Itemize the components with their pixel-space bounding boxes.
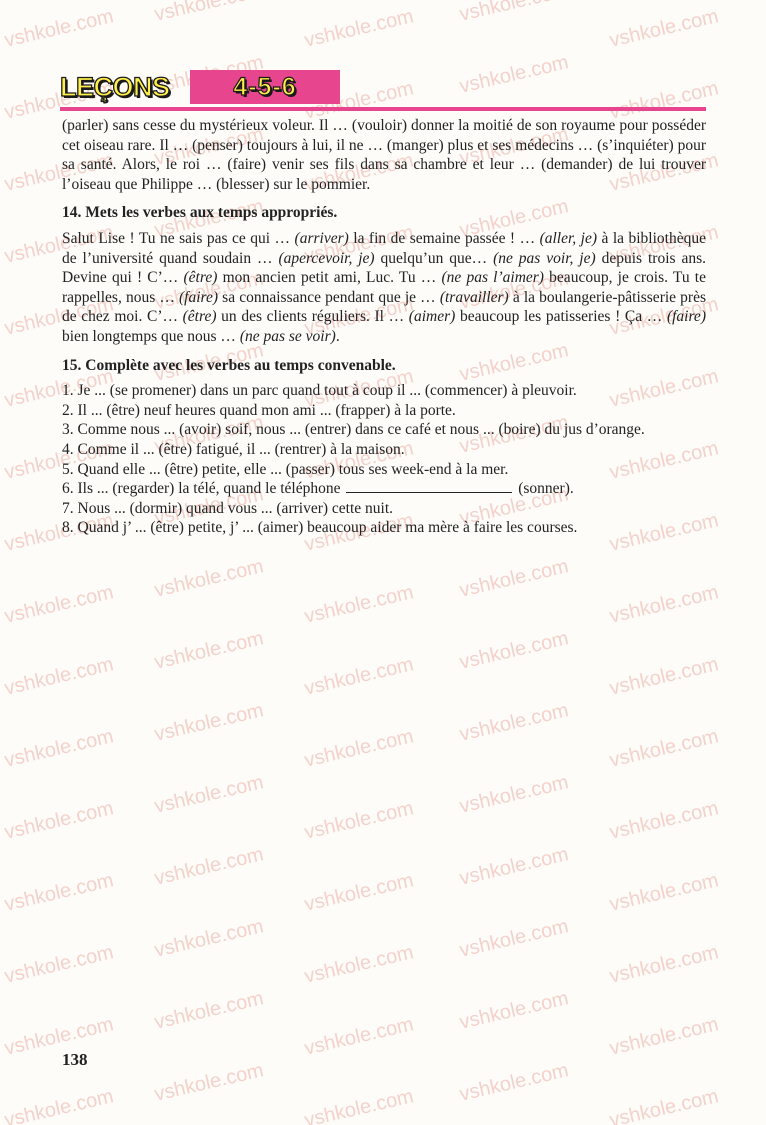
watermark-text — [302, 1013, 415, 1060]
lesson-numbers: 4-5-6 — [233, 72, 297, 101]
watermark-text — [607, 653, 720, 700]
lesson-numbers-badge — [190, 70, 340, 104]
watermark-text — [2, 5, 115, 52]
ex14-verb-hint: (ne pas voir, je) — [493, 249, 596, 267]
watermark-text — [2, 941, 115, 988]
watermark-text — [457, 51, 570, 98]
watermark-text — [152, 699, 265, 746]
watermark-text — [607, 1085, 720, 1125]
ex14-verb-hint: (aller, je) — [539, 229, 597, 247]
ex14-text: depuis trois ans. Devine qui ! C’… — [62, 249, 707, 287]
watermark-text — [302, 869, 415, 916]
ex14-text: la fin de semaine passée ! … — [348, 229, 540, 247]
ex14-text: mon ancien petit ami, Luc. Tu … — [217, 269, 442, 287]
ex14-text: beaucoup, je crois. Tu te rappelles, nous … — [62, 269, 706, 306]
watermark-text — [302, 1085, 415, 1125]
watermark-text — [607, 869, 720, 916]
watermark-text — [607, 941, 720, 988]
ex14-text: quelqu’un que… — [374, 249, 494, 267]
ex14-text: Salut Lise ! Tu ne sais pas ce qui … — [62, 229, 295, 247]
ex14-verb-hint: (être) — [183, 269, 218, 287]
exercise-15-list — [62, 381, 706, 538]
exercise-15-item: 5. Quand elle ... (être) petite, elle ... (passer) tous ses week-end à la mer. — [62, 460, 509, 478]
watermark-text — [457, 0, 570, 27]
ex14-text: sa connaissance pendant que je … — [218, 288, 440, 306]
item-6-text: 6. Ils ... (regarder) la télé, quand le téléphone — [62, 480, 341, 498]
exercise-14-text — [62, 229, 706, 347]
watermark-text — [302, 581, 415, 628]
ex14-text: . — [335, 327, 340, 345]
watermark-text — [457, 627, 570, 674]
page-content — [62, 116, 706, 538]
ex14-verb-hint: (apercevoir, je) — [278, 249, 375, 267]
exercise-15-heading: 15. Complète avec les verbes au temps convenable. — [62, 356, 396, 374]
exercise-14-heading: 14. Mets les verbes aux temps appropriés. — [62, 204, 338, 222]
watermark-text — [152, 771, 265, 818]
exercise-15-item: 3. Comme nous ... (avoir) soif, nous ... (entrer) dans ce café et nous ... (boire) du jus d’orange. — [62, 421, 645, 439]
watermark-text — [152, 627, 265, 674]
answer-blank[interactable] — [346, 480, 512, 493]
watermark-text — [607, 725, 720, 772]
watermark-text — [152, 843, 265, 890]
exercise-15-item: 1. Je ... (se promener) dans un parc quand tout à coup il ... (commencer) à pleuvoir. — [62, 382, 577, 400]
watermark-text — [457, 843, 570, 890]
watermark-text — [302, 725, 415, 772]
watermark-text — [2, 653, 115, 700]
ex14-verb-hint: (aimer) — [408, 308, 456, 326]
watermark-text — [2, 1013, 115, 1060]
ex14-verb-hint: (travailler) — [439, 288, 509, 306]
watermark-text — [152, 555, 265, 602]
ex14-verb-hint: (ne pas se voir) — [239, 327, 336, 345]
exercise-15-item: 4. Comme il ... (être) fatigué, il ... (rentrer) à la maison. — [62, 440, 405, 458]
item-6-tail: (sonner). — [518, 480, 574, 498]
page-number: 138 — [62, 1050, 88, 1069]
watermark-text — [2, 1085, 115, 1125]
exercise-15-item: 8. Quand j’ ... (être) petite, j’ ... (aimer) beaucoup aider ma mère à faire les courses. — [62, 519, 578, 537]
ex14-text: bien longtemps que nous … — [62, 327, 240, 345]
watermark-text — [302, 941, 415, 988]
watermark-text — [457, 555, 570, 602]
ex14-text: beaucoup les patisseries ! Ça … — [455, 308, 667, 326]
watermark-text — [607, 581, 720, 628]
ex14-verb-hint: (faire) — [666, 308, 706, 326]
lessons-title: LEÇONS — [60, 72, 170, 102]
watermark-text — [152, 915, 265, 962]
watermark-text — [302, 797, 415, 844]
watermark-text — [607, 1013, 720, 1060]
watermark-text — [2, 797, 115, 844]
ex14-text: à la boulangerie-pâtisserie près de chez moi. C’… — [62, 288, 706, 326]
watermark-text — [152, 0, 265, 27]
watermark-text — [302, 5, 415, 52]
ex14-verb-hint: (arriver) — [294, 229, 349, 247]
watermark-text — [2, 725, 115, 772]
watermark-text — [457, 699, 570, 746]
ex14-text: un des clients réguliers. Il … — [216, 308, 409, 326]
watermark-text — [152, 987, 265, 1034]
watermark-text — [457, 987, 570, 1034]
ex14-verb-hint: (être) — [182, 308, 217, 326]
exercise-15-item: 2. Il ... (être) neuf heures quand mon ami ... (frapper) à la porte. — [62, 401, 456, 419]
header-divider — [60, 107, 706, 111]
watermark-text — [607, 5, 720, 52]
exercise-15-item: 7. Nous ... (dormir) quand vous ... (arriver) cette nuit. — [62, 499, 394, 517]
exercise-15-item — [62, 479, 706, 499]
watermark-text — [457, 771, 570, 818]
watermark-text — [2, 869, 115, 916]
watermark-text — [607, 797, 720, 844]
watermark-text — [152, 1059, 265, 1106]
ex14-verb-hint: (ne pas l’aimer) — [441, 269, 544, 287]
ex14-verb-hint: (faire) — [179, 288, 219, 306]
watermark-text — [302, 653, 415, 700]
intro-paragraph: (parler) sans cesse du mystérieux voleur. Il … (vouloir) donner la moitié de son royaume pour posséder cet oiseau rare. Il … (penser) toujours à lui, il ne … (manger) plus et ses médecins … (s’inquiéter) pour sa santé. Alors, le roi … (faire) venir ses fils dans sa chambre et leur … (demander) de lui trouver l’oiseau que Philippe … (blesser) sur le pommier. — [62, 117, 706, 193]
watermark-text — [457, 1059, 570, 1106]
watermark-text — [457, 915, 570, 962]
ex14-text: à la bibliothèque de l’université quand soudain … — [62, 229, 706, 267]
watermark-text — [2, 581, 115, 628]
